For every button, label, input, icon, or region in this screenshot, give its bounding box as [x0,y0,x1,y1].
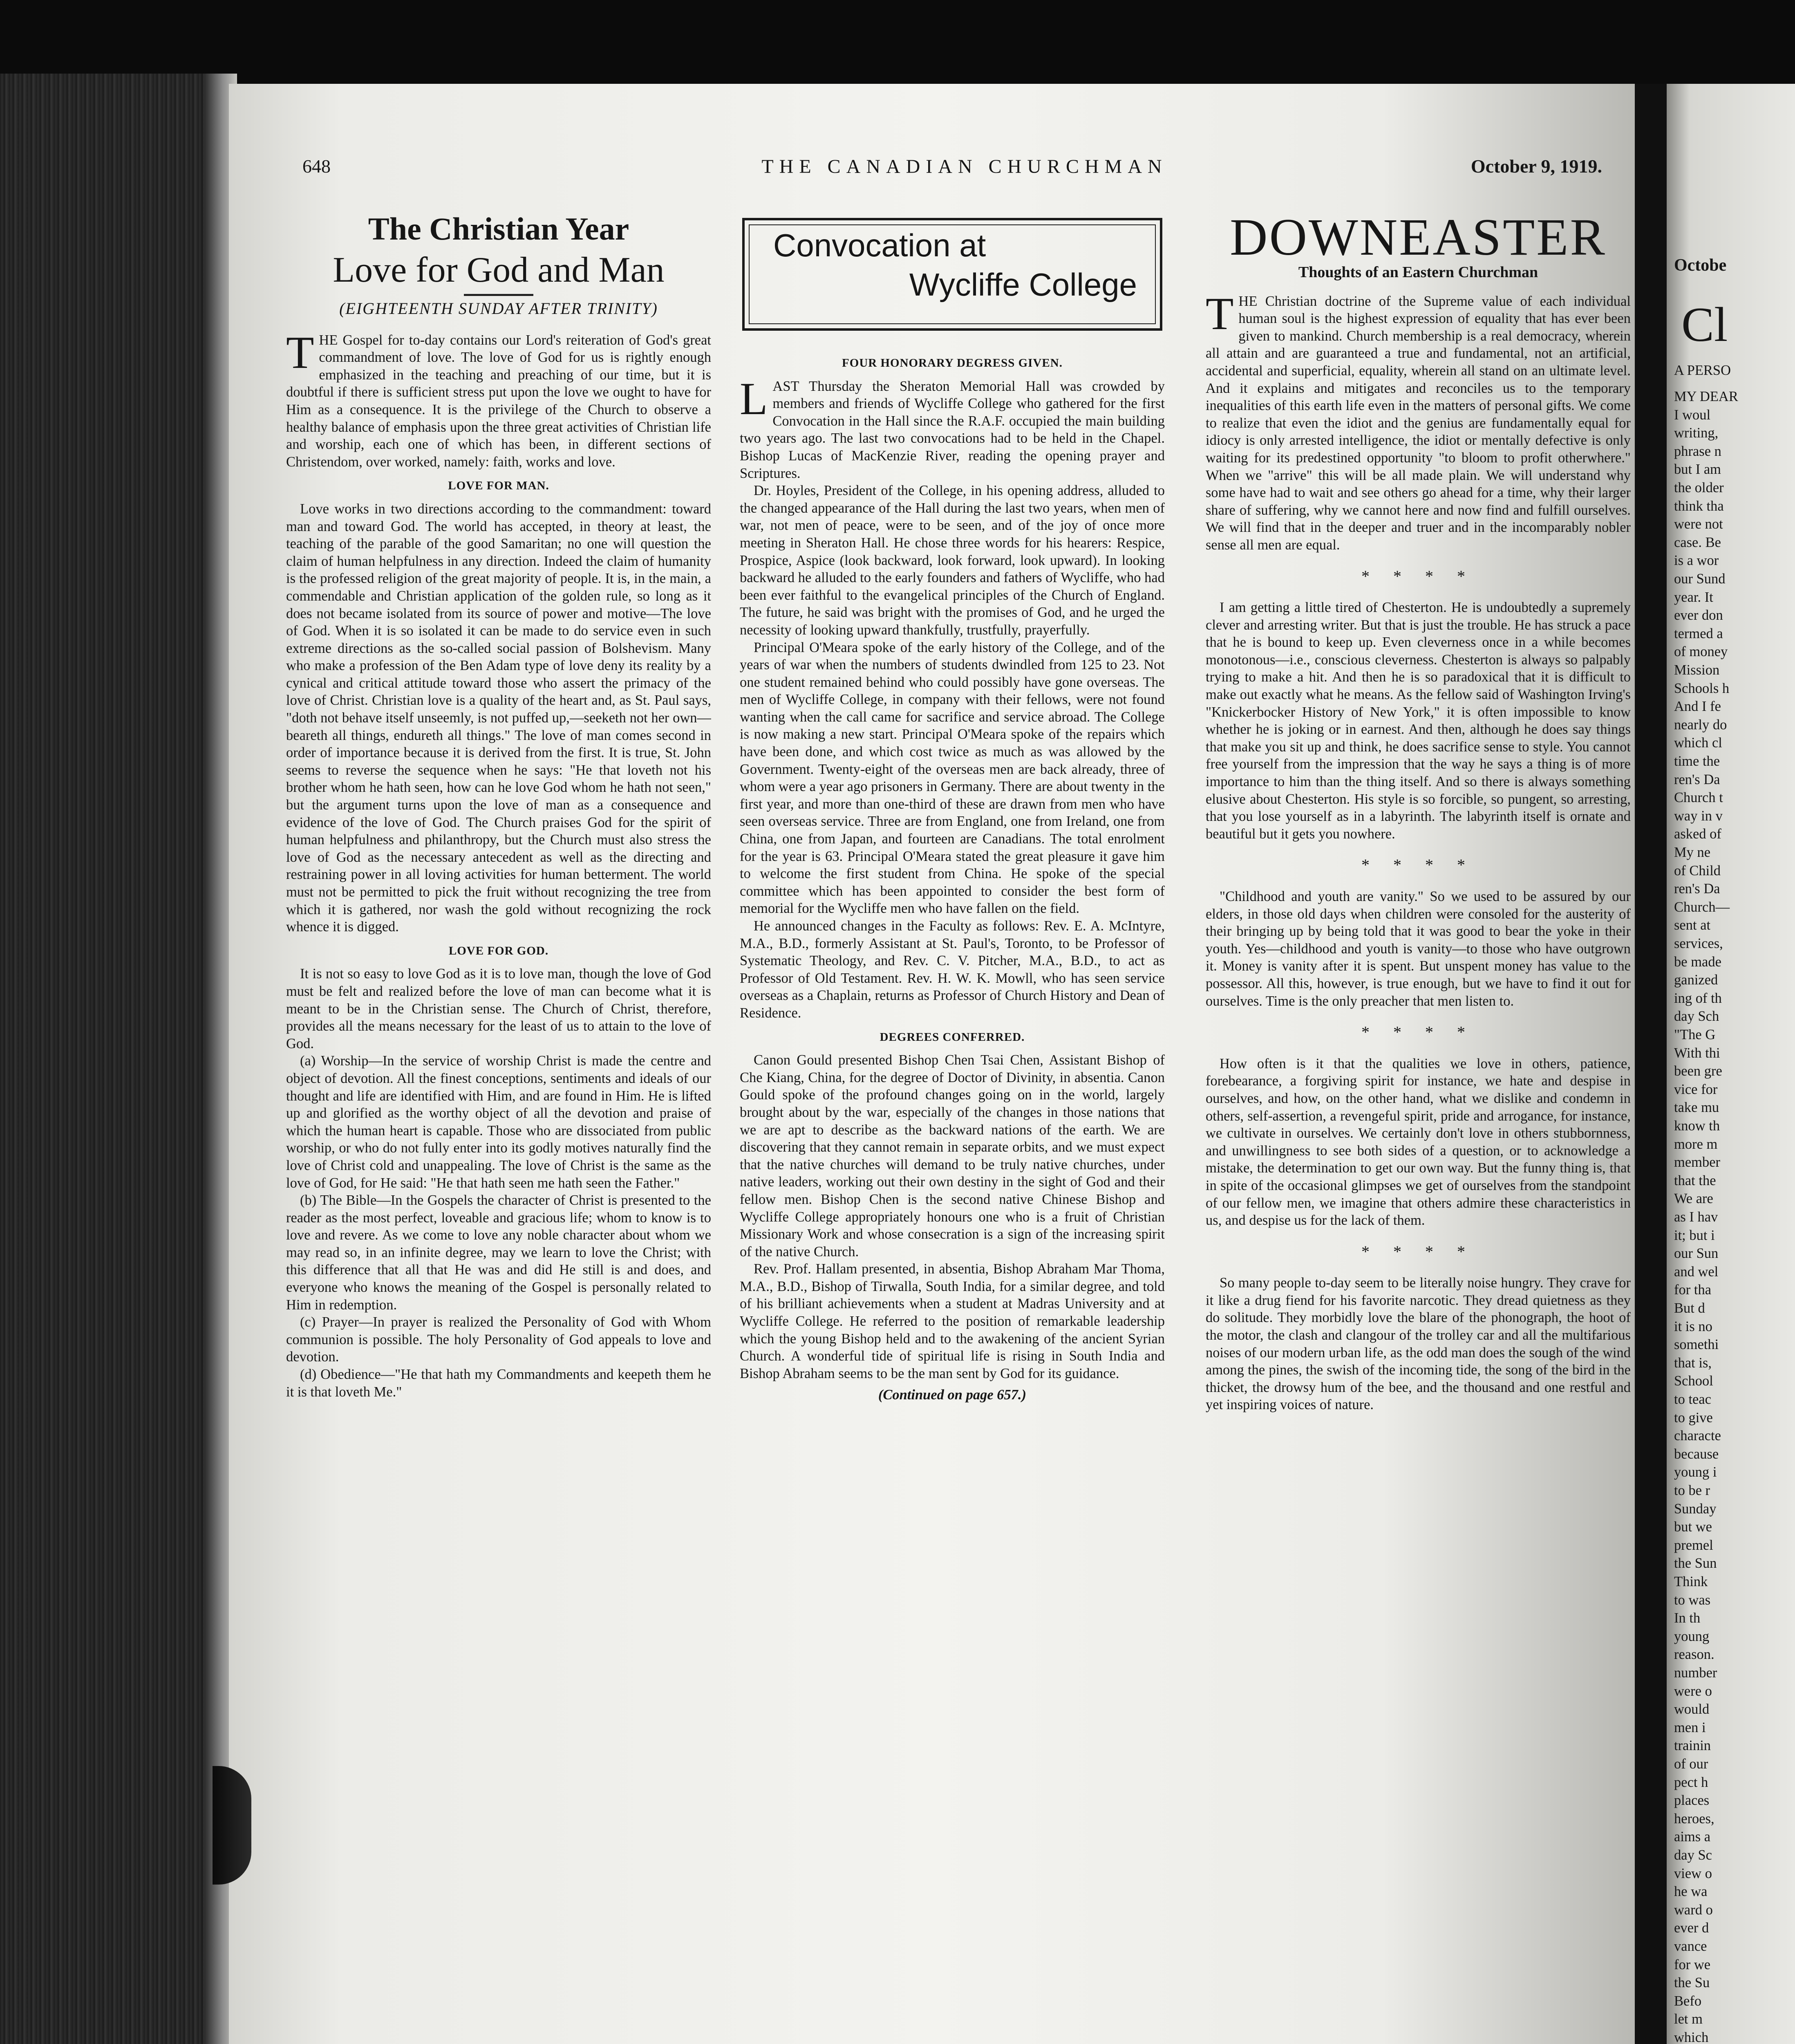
adjacent-page-line: the Sun [1674,1555,1717,1571]
adjacent-page-line: the Su [1674,1975,1710,1991]
adjacent-page-line: Mission [1674,662,1720,678]
paragraph: Principal O'Meara spoke of the early history of the College, and of the years of war when the numbers of students dwindled from 125 to 23. Not one student remained behind who could possibly have gone overseas. The men of Wycliffe College, in company with their fellows, were not found wanting when the call came for sacrifice and service abroad. The College is now making a new start. Principal O'Meara spoke of the repairs which have been done, and which cost twice as much as was allowed by the Government. Twenty-eight of the overseas men are back already, three of whom were a year ago prisoners in Germany. There are about twenty in the first year, and more than one-third of these are drawn from men who have seen overseas service. Three are from England, one from Ireland, one from China, one from Japan, and fourteen are Canadians. The total enrolment for the year is 63. Principal O'Meara stated the great pleasure it gave him to welcome the first student from China. He spoke of the special committee which has been appointed to consider the best form of memorial for the Wycliffe men who have fallen on the field. [740,639,1165,917]
adjacent-page-line: were not [1674,516,1723,532]
adjacent-page-line: ren's Da [1674,881,1720,897]
adjacent-page-line: pect h [1674,1774,1708,1790]
adjacent-page-line: characte [1674,1428,1721,1444]
adjacent-page-line: take mu [1674,1100,1719,1116]
paragraph: Rev. Prof. Hallam presented, in absentia, Bishop Abraham Mar Thoma, M.A., B.D., Bishop of Tirwalla, South India, for a similar degree, and told of his brilliant achievements when a student at Madras University and at Wycliffe College. He referred to the position of remarkable leadership which the young Bishop held and to the awakening of the ancient Syrian Church. A wonderful tide of spiritual life is rising in South India and Bishop Abraham seems to be the man sent by God for its guidance. [740,1261,1165,1381]
section-separator: * * * * [1361,1023,1475,1042]
adjacent-page-line: is a wor [1674,553,1719,569]
adjacent-page-line: view o [1674,1865,1712,1881]
paragraph: So many people to-day seem to be literally noise hungry. They crave for it like a drug fiend for his favorite narcotic. They dread quietness as they do solitude. They morbidly love the blare of the phonograph, the hoot of the motor, the clash and clangour of the trolley car and all the multifarious noises of our modern urban life, as the odd man does the sough of the wind among the pines, the swish of the incoming tide, the song of the bird in the thicket, the drowsy hum of the bee, and the thousand and one restful and yet inspiring voices of nature. [1206,1275,1631,1413]
adjacent-page-line: My ne [1674,845,1711,860]
column-title: DOWNEASTER [1230,208,1607,266]
adjacent-page-line: he wa [1674,1884,1708,1900]
adjacent-page-header: Octobe [1674,256,1727,275]
adjacent-page-line: Schools h [1674,680,1730,696]
adjacent-page-line: year. It [1674,589,1713,605]
book-binding [0,74,229,2044]
article-title: Love for God and Man [333,250,665,290]
article-subtitle: (EIGHTEENTH SUNDAY AFTER TRINITY) [339,299,658,318]
adjacent-page-line: think tha [1674,498,1724,514]
adjacent-page-line: Sunday [1674,1501,1717,1517]
adjacent-page-line: I woul [1674,407,1711,423]
adjacent-page-line: know th [1674,1118,1720,1134]
adjacent-page-line: to was [1674,1592,1711,1608]
adjacent-page-line: reason. [1674,1647,1714,1663]
adjacent-page-line: would [1674,1701,1710,1717]
adjacent-page-line: asked of [1674,826,1721,842]
page-gutter [1635,84,1667,2044]
adjacent-page-line: time the [1674,753,1720,769]
issue-date: October 9, 1919. [1470,156,1602,177]
intro-paragraph: THE Gospel for to-day contains our Lord's reiteration of God's great commandment of love. The love of God for us is rightly enough emphasized in the teaching and preaching of our time, but it is doubtful if there is sufficient stress put upon the love we ought to have for Him as a consequence. It is the privilege of the Church to observe a healthy balance of emphasis upon the three great activities of Christian life and worship, each one of which has been, in different sections of Christendom, over worked, namely: faith, works and love. [286,327,711,470]
section-separator: * * * * [1361,567,1475,585]
adjacent-page [1667,84,1795,2044]
adjacent-page-line: to give [1674,1410,1713,1425]
adjacent-page-line: our Sun [1674,1246,1719,1262]
intro-paragraph: LAST Thursday the Sheraton Memorial Hall was crowded by members and friends of Wycliffe College who gathered for the first Convocation in the Hall since the R.A.F. occupied the main building two years ago. The last two convocations had to be held in the Chapel. Bishop Lucas of MacKenzie River, reading the opening prayer and Scriptures. [740,373,1165,481]
adjacent-page-line: Think [1674,1574,1708,1589]
adjacent-page-line: A PERSO [1674,363,1731,378]
adjacent-page-line: as I hav [1674,1209,1718,1225]
adjacent-page-line: of money [1674,644,1728,660]
adjacent-page-line: services, [1674,936,1723,951]
intro-paragraph: THE Christian doctrine of the Supreme value of each individual human soul is the highest expression of equality that has ever been given to mankind. Church membership is a real democracy, wherein all attain and are guaranteed a true and fundamental, not an artificial, accidental and superficial, equality, wherein all stand on an ultimate level. And it explains and mitigates and reconciles us to the temporary inequalities of this earth life even in the matters of personal gifts. We come to realize that even the idiot and the genius are fundamentally equal for idiocy is only arrested intelligence, the idiot or mentally defective is only waiting for its predestined opportunity "to bloom to profit otherwhere." When we "arrive" this will be all made plain. We will understand why some have had to wait and see others go ahead for a time, why their larger share of suffering, why we cannot here and now find and fulfill ourselves. We will find that in the deeper and truer and in the incomparably nobler sense all men are equal. [1206,288,1631,553]
adjacent-page-line: way in v [1674,808,1723,824]
drop-cap: T [1206,288,1234,339]
page-header [302,155,1627,180]
drop-cap: T [286,327,314,378]
headline-line-2: Wycliffe College [909,267,1137,303]
adjacent-page-line: been gre [1674,1063,1722,1079]
adjacent-page-line: writing, [1674,425,1719,441]
adjacent-page-line: ever don [1674,607,1723,623]
adjacent-page-line: men i [1674,1719,1706,1735]
adjacent-page-line: places [1674,1793,1710,1809]
adjacent-page-line: With thi [1674,1045,1720,1061]
column-convocation [740,206,1165,2044]
adjacent-page-line: Church— [1674,899,1730,915]
adjacent-page-line: phrase n [1674,443,1721,459]
column-subtitle: Thoughts of an Eastern Churchman [1298,264,1538,281]
section-heading: FOUR HONORARY DEGRESS GIVEN. [842,356,1063,370]
adjacent-page-line: somethi [1674,1337,1719,1353]
paragraph: I am getting a little tired of Chesterton. He is undoubtedly a supremely clever and arresting writer. But that is just the trouble. He has struck a pace that he is bound to keep up. Even cleverness once in a while becomes monotonous—i.e., conscious cleverness. Chesterton is always so palpably trying to make a hit. And then he is so paradoxical that it is difficult to make out exactly what he means. As the fellow said of Washington Irving's "Knickerbocker History of New York," it is often impossible to know whether he is joking or in earnest. And then, although he does say things that make you sit up and think, he does sacrifice sense to style. You cannot free yourself from the impression that the way he says a thing is of more importance to him than the thing itself. And so there is always something elusive about Chesterton. His style is so forcible, so pungent, so arresting, that you lose yourself as in a labyrinth. The labyrinth itself is ornate and beautiful but it gets you nowhere. [1206,600,1631,842]
paragraph: It is not so easy to love God as it is to love man, though the love of God must be felt and realized before the love of man can become what it is meant to be in the Christian sense. The Church of Christ, therefore, provides all the means necessary for the least of us to attain to the love of God. [286,966,711,1051]
adjacent-page-line: our Sund [1674,571,1726,587]
adjacent-page-line: MY DEAR [1674,389,1738,404]
adjacent-page-line: because [1674,1446,1719,1462]
adjacent-page-line: ren's Da [1674,771,1720,787]
adjacent-page-line: Church t [1674,790,1723,806]
adjacent-page-line: be made [1674,954,1721,970]
adjacent-page-line: young [1674,1628,1710,1644]
adjacent-page-line: And I fe [1674,699,1721,715]
adjacent-page-line: ganized [1674,972,1718,988]
adjacent-page-line: for tha [1674,1282,1712,1298]
adjacent-page-title: Cl [1681,297,1728,352]
adjacent-page-line: which cl [1674,735,1722,751]
adjacent-page-line: more m [1674,1136,1718,1152]
section-separator: * * * * [1361,856,1475,874]
page-number: 648 [302,156,331,177]
section-separator: * * * * [1361,1242,1475,1261]
adjacent-page-line: were o [1674,1683,1712,1699]
adjacent-page-line: to be r [1674,1483,1710,1498]
adjacent-page-line: premel [1674,1537,1713,1553]
thumb-shadow [213,1766,251,1885]
paragraph: How often is it that the qualities we love in others, patience, forebearance, a forgiving spirit for instance, we hate and despise in ourselves, and how, on the other hand, what we dislike and condemn in others, self-assertion, a revengeful spirit, pride and arrogance, for instance, we cultivate in ourselves. We certainly don't love in others stubbornness, and unwillingness to see both sides of a question, or to acknowledge a mistake, the determination to get our own way. But the funny thing is, that in spite of the occasional glimpses we get of ourselves from the standpoint of our fellow men, we imagine that others admire these characteristics in us, and despise us for the lack of them. [1206,1056,1631,1228]
adjacent-page-line: trainin [1674,1738,1711,1754]
adjacent-page-line: and wel [1674,1264,1719,1280]
paragraph: Dr. Hoyles, President of the College, in his opening address, alluded to the changed appearance of the Hall during the last two years, when men of war, not men of peace, were to be seen, and of the joy of once more meeting in Sheraton Hall. He chose three words for his hearers: Respice, Prospice, Aspice (look backward, look forward, look upward). In looking backward he alluded to the early founders and fathers of Wycliffe, who had been ever faithful to the evangelical principles of the Church of England. The future, he said was bright with the promises of God, and he urged the necessity of looking upward thankfully, trustfully, prayerfully. [740,483,1165,638]
column-kicker: The Christian Year [368,211,629,247]
column-downeaster [1206,206,1631,2044]
adjacent-page-line: aims a [1674,1829,1711,1845]
adjacent-page-line: to teac [1674,1392,1711,1407]
adjacent-page-line: of Child [1674,863,1721,879]
adjacent-page-line: let m [1674,2011,1703,2027]
adjacent-page-line: it is no [1674,1318,1712,1334]
paragraph: (b) The Bible—In the Gospels the character of Christ is presented to the reader as the most perfect, loveable and gracious life; whom to know is to love and revere. As we come to love any noble character about whom we may read so, in an infinite degree, may we learn to love the Christ; with this difference that all that He was and did He still is and does, and everyone who knows the meaning of the Gospel is personally related to Him in redemption. [286,1192,711,1313]
publication-title: THE CANADIAN CHURCHMAN [761,156,1168,177]
section-heading: LOVE FOR MAN. [448,479,549,493]
adjacent-page-line: it; but i [1674,1227,1715,1243]
title-rule [464,294,533,296]
drop-cap: L [740,373,768,424]
paragraph: Love works in two directions according to the commandment: toward man and toward God. The world has accepted, in theory at least, the teaching of the parable of the good Samaritan; no one will question the claim of human helpfulness in any direction. Indeed the claim of humanity is the professed religion of the great majority of people. It is, in the main, a commendable and Christian application of the golden rule, so long as it does not became isolated from its source of power and motive—The love of God. When it is so isolated it can be made to do service even in such extreme directions as the so-called social passion of Bolshevism. Many who make a profession of the Ben Adam type of love deny its reality by a cynical and critical attitude toward those who assert the primacy of the love of Christ. Christian love is a quality of the heart and, as St. Paul says, "doth not behave itself unseemly, is not puffed up,—seeketh not her own—beareth all things, endureth all things." The love of man comes second in order of importance because it is derived from the first. It is true, St. John seems to reverse the sequence when he says: "He that loveth not his brother whom he hath seen, how can he love God whom he hath not seen," but the argument turns upon the love of man as a consequence and evidence of the love of God. The Church praises God for the spirit of human helpfulness and philanthropy, but the Church must also stress the love of God as the necessary antecedent as well as the directing and restraining power in all loving activities for human betterment. The world must not be permitted to pick the fruit without recognizing the tree from which it is gathered, nor wash the gold without recognizing the rock whence it is digged. [286,501,711,935]
adjacent-page-line: We are [1674,1191,1713,1207]
paragraph: (d) Obedience—"He that hath my Commandments and keepeth them he it is that loveth Me." [286,1367,711,1400]
section-heading: LOVE FOR GOD. [448,944,549,957]
adjacent-page-line: day Sch [1674,1009,1719,1024]
paragraph: (a) Worship—In the service of worship Christ is made the centre and object of devotion. All the finest conceptions, sentiments and ideals of our thought and life are identified with Him, and are found in Him. He is lifted up and glorified as the worthy object of all the devotion and praise of which the human heart is capable. Those who are dissociated from public worship, or who do not fully enter into its godly motives naturally find the love of Christ cold and unappealing. The love of Christ is the same as the love of God, for He said: "He that hath seen me hath seen the Father." [286,1053,711,1191]
adjacent-page-line: the older [1674,480,1724,495]
adjacent-page-line: sent at [1674,917,1711,933]
adjacent-page-line: ing of th [1674,990,1722,1006]
adjacent-page-line: that the [1674,1172,1716,1188]
adjacent-page-line: "The G [1674,1027,1716,1042]
adjacent-page-line: ward o [1674,1902,1713,1918]
adjacent-page-line: that is, [1674,1355,1712,1371]
adjacent-page-line: vice for [1674,1081,1718,1097]
adjacent-page-line: but we [1674,1519,1712,1535]
adjacent-page-line: but I am [1674,462,1721,477]
adjacent-page-line: day Sc [1674,1847,1712,1863]
adjacent-page-line: young i [1674,1464,1717,1480]
adjacent-page-line: which [1674,2030,1709,2044]
paragraph: "Childhood and youth are vanity." So we used to be assured by our elders, in those old days when children were consoled for the austerity of their bringing up by being told that it was good to bear the yoke in their youth. Yes—childhood and youth is vanity—to those who have outgrown it. Money is vanity after it is spent. But unspent money has value to the possessor. All this, however, is true enough, but we have to find it out for ourselves. Time is the only preacher that men listen to. [1206,889,1631,1009]
paragraph: He announced changes in the Faculty as follows: Rev. E. A. McIntyre, M.A., B.D., formerly Assistant at St. Paul's, Toronto, to be Professor of Systematic Theology, and Rev. C. V. Pitcher, M.A., B.D., to act as Professor of Old Testament. Rev. H. W. K. Mowll, who has seen service overseas as a Chaplain, returns as Professor of Church History and Dean of Residence. [740,918,1165,1021]
adjacent-page-line: for we [1674,1957,1711,1972]
continued-note: (Continued on page 657.) [878,1387,1027,1403]
paragraph: (c) Prayer—In prayer is realized the Personality of God with Whom communion is possible. The holy Personality of God appeals to love and devotion. [286,1314,711,1365]
adjacent-page-line: Befo [1674,1993,1702,2009]
headline-box [742,218,1162,331]
adjacent-page-line: number [1674,1665,1717,1681]
column-christian-year [286,206,711,2044]
headline-box-inner [749,224,1156,324]
adjacent-page-line: member [1674,1154,1721,1170]
adjacent-page-line: of our [1674,1756,1708,1772]
adjacent-page-line: But d [1674,1300,1705,1316]
adjacent-page-line: In th [1674,1610,1701,1626]
section-heading: DEGREES CONFERRED. [880,1030,1025,1044]
headline-line-1: Convocation at [773,227,986,263]
adjacent-page-line: heroes, [1674,1811,1714,1827]
paragraph: Canon Gould presented Bishop Chen Tsai Chen, Assistant Bishop of Che Kiang, China, for the degree of Doctor of Divinity, in absentia. Canon Gould spoke of the profound changes going on in the world, largely brought about by the war, especially of the changes in those nations that we are apt to describe as the backward nations of the earth. We are discovering that they cannot remain in separate orbits, and we must expect that the native churches will demand to be truly native churches, under native leaders, working out their own destiny in the sight of God and their fellow men. Bishop Chen is the second native Chinese Bishop and Wycliffe College appropriately honours one who is a fruit of Christian Missionary Work and whose consecration is a sign of the increasing spirit of the native Church. [740,1052,1165,1260]
adjacent-page-line: ever d [1674,1920,1709,1936]
adjacent-page-line: termed a [1674,625,1723,641]
adjacent-page-line: nearly do [1674,717,1727,733]
adjacent-page-line: vance [1674,1939,1707,1954]
adjacent-page-line: case. Be [1674,534,1721,550]
adjacent-page-line: School [1674,1373,1713,1389]
